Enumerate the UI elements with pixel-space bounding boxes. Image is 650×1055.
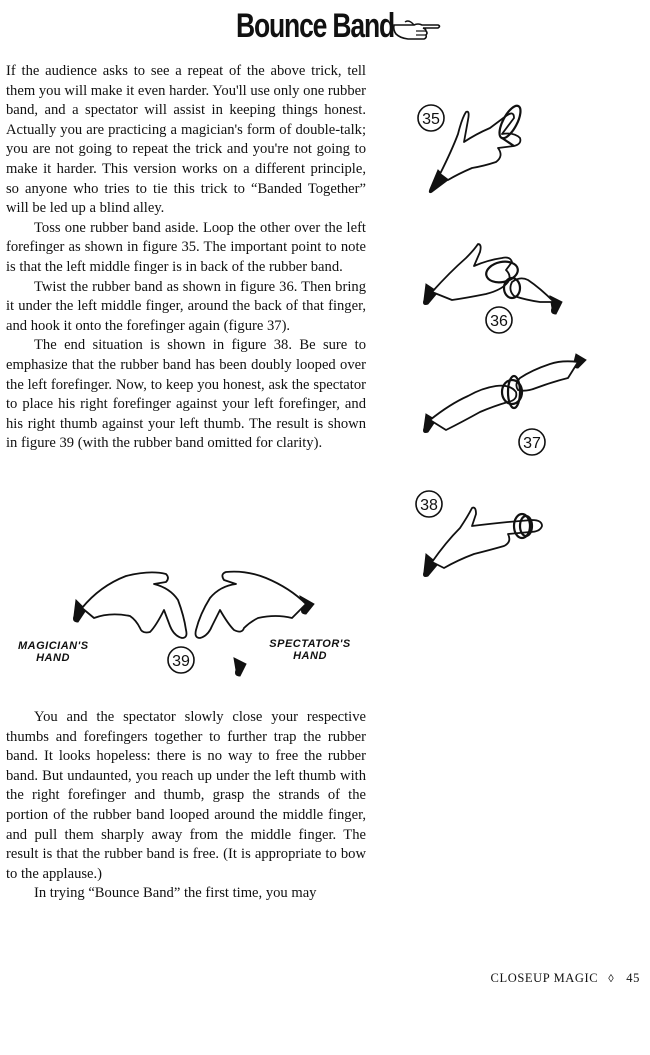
page-footer xyxy=(491,971,640,986)
paragraph: You and the spectator slowly close your respective thumbs and forefingers together to further trap the rubber band. It looks hopeless: there is no way to free the rubber band. But undaunted, you reach up under the left thumb with the right forefinger and thumb, grasp the strands of the portion of the rubber band looped around the middle finger, and pull them sharply away from the middle finger. The result is that the rubber band is free. (It is appropriate to bow to the applause.) xyxy=(6,709,366,882)
label-line: SPECTATOR'S xyxy=(269,638,351,650)
figure-number: 39 xyxy=(172,653,190,670)
body-text-top xyxy=(6,62,366,454)
figure-35 xyxy=(410,100,534,196)
spectators-hand-label xyxy=(262,638,358,662)
figure-number: 36 xyxy=(490,313,508,330)
label-line: MAGICIAN'S xyxy=(18,640,89,652)
page-title: Bounce Band xyxy=(236,7,395,45)
figure-37 xyxy=(416,348,590,464)
body-text-bottom xyxy=(6,708,366,904)
figure-number: 37 xyxy=(523,435,541,452)
paragraph: In trying “Bounce Band” the first time, you may xyxy=(34,885,317,902)
label-line: HAND xyxy=(293,650,327,662)
magicians-hand-label xyxy=(18,640,88,664)
figure-number: 38 xyxy=(420,497,438,514)
pointing-hand-icon xyxy=(392,16,442,42)
label-line: HAND xyxy=(36,652,70,664)
figure-number: 35 xyxy=(422,111,440,128)
paragraph: If the audience asks to see a repeat of the above trick, tell them you will make it even harder. You'll use only one rubber band, and a spectator will assist in keeping things honest. Actually you are practicing a magician's form of double-talk; you are not going to repeat the trick and you're not going to make it harder. This version works on a different principle, so anyone who tries to tie this trick to “Banded Together” will be led up a blind alley. xyxy=(6,63,366,217)
paragraph: The end situation is shown in figure 38. Be sure to emphasize that the rubber band has been doubly looped over the left forefinger. Now, to keep you honest, ask the spectator to place his right forefinger against your left forefinger, and his right thumb against your left thumb. The result is shown in figure 39 (with the rubber band omitted for clarity). xyxy=(6,337,366,452)
diamond-separator-icon: ◊ xyxy=(608,973,615,985)
figure-36 xyxy=(416,236,572,334)
page-number: 45 xyxy=(626,971,640,985)
figure-38 xyxy=(412,486,552,586)
book-title: CLOSEUP MAGIC xyxy=(490,971,599,985)
paragraph: Twist the rubber band as shown in figure 36. Then bring it under the left middle finger, around the back of that finger, and hook it onto the forefinger again (figure 37). xyxy=(6,278,366,334)
paragraph: Toss one rubber band aside. Loop the other over the left forefinger as shown in figure 35. The important point to note is that the left middle finger is in back of the rubber band. xyxy=(6,219,366,275)
